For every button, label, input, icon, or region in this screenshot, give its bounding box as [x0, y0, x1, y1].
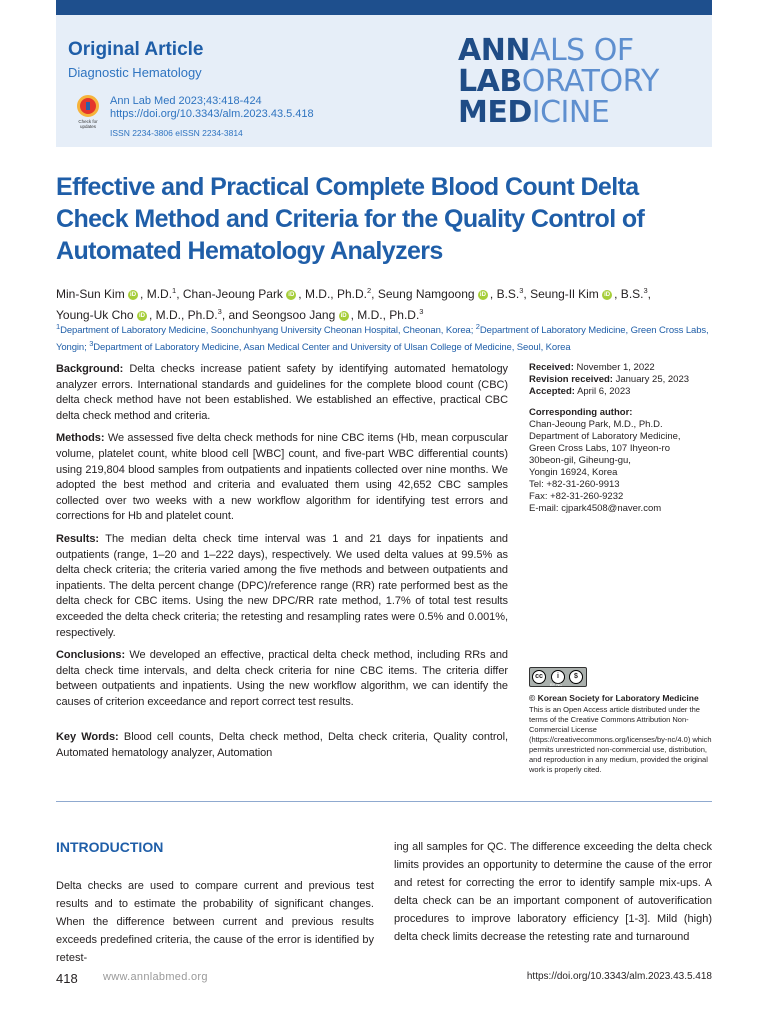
- author: Young-Uk Cho iD , M.D., Ph.D.$^3$, and: [56, 307, 252, 322]
- corresponding-line: Department of Laboratory Medicine,: [529, 431, 681, 442]
- date-revision: Revision received: January 25, 2023: [529, 374, 690, 385]
- author: Seung Namgoong iD , B.S.$^3$,: [377, 286, 531, 301]
- keywords: Key Words: Blood cell counts, Delta check method, Delta check criteria, Quality control, Automated hematology analyzer, Automation: [56, 731, 508, 760]
- journal-logo: ANNALS OF LABORATORY MEDICINE: [458, 33, 659, 130]
- introduction-heading: INTRODUCTION: [56, 839, 164, 855]
- crossmark-icon[interactable]: [70, 95, 106, 135]
- copyright-holder: © Korean Society for Laboratory Medicine: [529, 693, 699, 703]
- license-text: This is an Open Access article distributed under the terms of the Creative Commons Attribution Non-Commercial License (https://creativecommons.org/licenses/by-nc/4.0) which permits unrestricted non-commercial use, distribution, and reproduction in any medium, provided the original work is properly cited.: [529, 705, 712, 774]
- creative-commons-icon[interactable]: cc i $ BY NC: [529, 667, 587, 687]
- corresponding-line: 30beon-gil, Giheung-gu,: [529, 455, 631, 466]
- corresponding-line: Fax: +82-31-260-9232: [529, 491, 624, 502]
- orcid-icon[interactable]: iD: [130, 291, 137, 298]
- citation: Ann Lab Med 2023;43:418-424: [110, 95, 262, 107]
- section-divider: [56, 801, 712, 802]
- footer-doi[interactable]: https://doi.org/10.3343/alm.2023.43.5.418: [526, 971, 712, 982]
- abstract-methods: Methods: We assessed five delta check methods for nine CBC items (Hb, mean corpuscular volume, platelet count, white blood cell [WBC] count, and five-part WBC differential counts) using 219,804 blood samples from outpatients and inpatients collected over nine months. We adopted the best method and criteria and evaluated them using 42,652 CBC samples collected over two weeks with a new workflow algorithm for identifying test errors and corrections for Hb and platelet count.: [56, 432, 508, 523]
- top-color-bar: [56, 0, 712, 15]
- orcid-icon[interactable]: iD: [479, 291, 486, 298]
- corresponding-email[interactable]: E-mail: cjpark4508@naver.com: [529, 503, 662, 514]
- author-list: [56, 282, 706, 324]
- corresponding-line: Green Cross Labs, 107 Ihyeon-ro: [529, 443, 670, 454]
- issn: ISSN 2234-3806 eISSN 2234-3814: [110, 128, 243, 138]
- page-number: 418: [56, 971, 78, 986]
- doi-link[interactable]: https://doi.org/10.3343/alm.2023.43.5.418: [110, 108, 314, 120]
- orcid-icon[interactable]: iD: [604, 291, 611, 298]
- corresponding-label: Corresponding author:: [529, 407, 633, 418]
- abstract: [56, 362, 508, 769]
- author: Seongsoo Jang iD , M.D., Ph.D.$^3$: [251, 307, 424, 322]
- author: Chan-Jeoung Park iD , M.D., Ph.D.$^2$,: [182, 286, 378, 301]
- introduction-column-left: Delta checks are used to compare current and previous test results and to estimate the probability of significant changes. When the difference between current and previous results exceeds predefined criteria, the cause of the error is identified by retest-: [56, 880, 374, 964]
- subspecialty: Diagnostic Hematology: [68, 65, 202, 80]
- journal-website[interactable]: www.annlabmed.org: [103, 971, 208, 983]
- article-type: Original Article: [68, 39, 204, 60]
- license-notice: [529, 693, 714, 775]
- introduction-column-right: ing all samples for QC. The difference exceeding the delta check limits provides an opportunity to determine the cause of the error and retest for correcting the error to identify sample mix-ups. A delta check can be an important component of autoverification procedures to improve laboratory efficiency [1-3]. Mild (high) delta check limits decrease the retesting rate and turnaround: [394, 841, 712, 943]
- crossmark-label: Check for updates: [78, 119, 98, 129]
- cc-badge-label: BY NC: [550, 682, 563, 687]
- corresponding-line: Chan-Jeoung Park, M.D., Ph.D.: [529, 419, 663, 430]
- date-received: Received: November 1, 2022: [529, 362, 655, 373]
- orcid-icon[interactable]: iD: [138, 312, 145, 319]
- affiliations: $^1$Department of Laboratory Medicine, Soonchunhyang University Cheonan Hospital, Cheonan, Korea; $^2$Department of Laboratory Medicine, Green Cross Labs, Yongin; $^3$Department of Laboratory Medicine, Asan Medical Center and University of Ulsan College of Medicine, Seoul, Korea: [56, 322, 709, 354]
- orcid-icon[interactable]: iD: [340, 312, 347, 319]
- orcid-icon[interactable]: iD: [288, 291, 295, 298]
- corresponding-line: Tel: +82-31-260-9913: [529, 479, 620, 490]
- author: Seung-Il Kim iD , B.S.$^3$,: [530, 286, 651, 301]
- article-title: Effective and Practical Complete Blood Count Delta Check Method and Criteria for the Quality Control of Automated Hematology Analyzers: [56, 173, 645, 265]
- citation-block: [110, 95, 314, 140]
- abstract-background: Background: Delta checks increase patient safety by identifying automated hematology analyzer errors. International standards and guidelines for the complete blood count (CBC) delta check method have not been established. We established an effective, practical CBC delta check method and criteria.: [56, 363, 509, 422]
- abstract-conclusions: Conclusions: We developed an effective, practical delta check method, including RRs and delta check time intervals, and delta check criteria for nine CBC items. The criteria differ between outpatients and inpatients. Using the new workflow algorithm, we can identify the causes of criterion exceedance and report correct test results.: [56, 649, 508, 708]
- date-accepted: Accepted: April 6, 2023: [529, 386, 631, 397]
- abstract-results: Results: The median delta check time interval was 1 and 21 days for inpatients and outpatients (range, 1–20 and 1–222 days), respectively. We used delta values at 99.5% as delta check criteria; the criteria varied among the five methods and between outpatients and inpatients. The delta percent change (DPC)/reference range (RR) rate performed best as the delta check for CBC items. Using the new DPC/RR rate method, 1.7% of total test results exceeded the delta check criteria; the retesting and resampling rates were 0.5% and 0.001%, respectively.: [56, 532, 508, 639]
- article-info-sidebar: [529, 362, 714, 515]
- article-header: [56, 15, 712, 147]
- corresponding-line: Yongin 16924, Korea: [529, 467, 618, 478]
- author: Min-Sun Kim iD , M.D.$^1$,: [56, 286, 183, 301]
